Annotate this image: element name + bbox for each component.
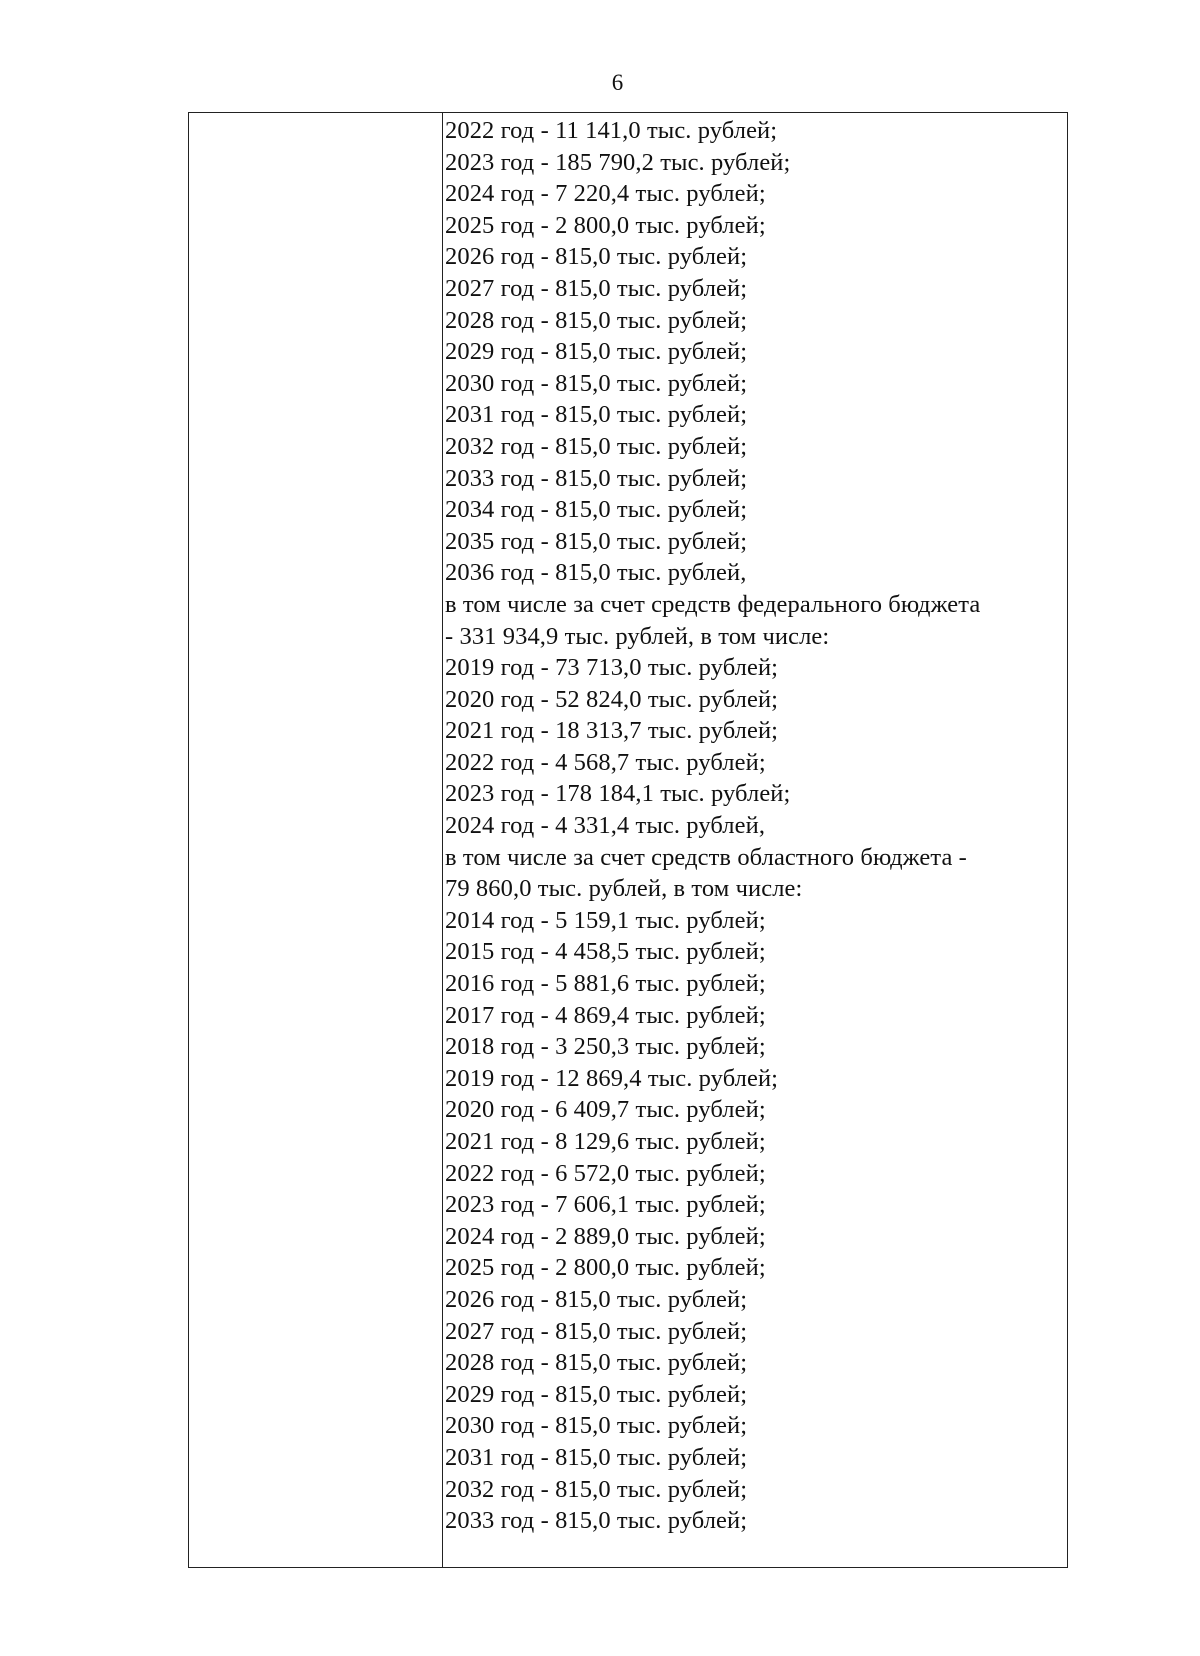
funding-table [188,112,1068,1568]
page-number: 6 [611,70,624,95]
funding-line: 2018 год - 3 250,3 тыс. рублей; [445,1033,766,1061]
funding-line: 2026 год - 815,0 тыс. рублей; [445,1285,748,1313]
funding-line: 2024 год - 4 331,4 тыс. рублей, [445,812,766,840]
funding-line: - 331 934,9 тыс. рублей, в том числе: [445,622,830,650]
funding-line: 2023 год - 7 606,1 тыс. рублей; [445,1191,766,1219]
funding-line: 2023 год - 185 790,2 тыс. рублей; [445,148,791,176]
funding-line: 2023 год - 178 184,1 тыс. рублей; [445,780,791,808]
funding-line: 2029 год - 815,0 тыс. рублей; [445,338,748,366]
funding-line: 2032 год - 815,0 тыс. рублей; [445,1475,748,1503]
funding-line: 2035 год - 815,0 тыс. рублей; [445,527,748,555]
funding-line: 2014 год - 5 159,1 тыс. рублей; [445,906,766,934]
funding-line: 2021 год - 8 129,6 тыс. рублей; [445,1128,766,1155]
funding-line: 2020 год - 52 824,0 тыс. рублей; [445,685,779,713]
funding-line: 2027 год - 815,0 тыс. рублей; [445,1317,748,1345]
funding-line: 2031 год - 815,0 тыс. рублей; [445,1443,748,1471]
funding-line: 2036 год - 815,0 тыс. рублей, [445,559,747,587]
funding-line: 2020 год - 6 409,7 тыс. рублей; [445,1096,766,1124]
funding-line: 2029 год - 815,0 тыс. рублей; [445,1380,748,1408]
funding-line: 2021 год - 18 313,7 тыс. рублей; [445,717,779,745]
funding-line: 2024 год - 7 220,4 тыс. рублей; [445,180,766,208]
funding-line: 2034 год - 815,0 тыс. рублей; [445,496,748,524]
funding-line: в том числе за счет средств областного бюджета - [445,843,967,871]
funding-line: 2033 год - 815,0 тыс. рублей; [445,464,748,492]
funding-line: 2030 год - 815,0 тыс. рублей; [445,369,748,397]
funding-line: 2022 год - 4 568,7 тыс. рублей; [445,748,766,776]
funding-line: 2031 год - 815,0 тыс. рублей; [445,401,748,429]
funding-line: 2027 год - 815,0 тыс. рублей; [445,274,748,302]
table-left-cell [189,113,443,1567]
table-right-cell [445,115,1067,1567]
funding-line: в том числе за счет средств федерального бюджета [445,590,981,618]
funding-line: 2028 год - 815,0 тыс. рублей; [445,306,748,334]
funding-line: 2032 год - 815,0 тыс. рублей; [445,432,748,460]
funding-line: 2028 год - 815,0 тыс. рублей; [445,1349,748,1377]
funding-line: 2016 год - 5 881,6 тыс. рублей; [445,970,766,998]
funding-line: 2025 год - 2 800,0 тыс. рублей; [445,1254,766,1282]
funding-line: 2024 год - 2 889,0 тыс. рублей; [445,1222,766,1250]
funding-line: 2033 год - 815,0 тыс. рублей; [445,1507,748,1535]
funding-line: 79 860,0 тыс. рублей, в том числе: [445,875,803,903]
funding-line: 2022 год - 6 572,0 тыс. рублей; [445,1159,766,1187]
funding-line: 2030 год - 815,0 тыс. рублей; [445,1412,748,1440]
funding-line: 2025 год - 2 800,0 тыс. рублей; [445,211,766,239]
funding-line: 2015 год - 4 458,5 тыс. рублей; [445,938,766,966]
funding-line: 2017 год - 4 869,4 тыс. рублей; [445,1001,766,1029]
funding-line: 2026 год - 815,0 тыс. рублей; [445,243,748,271]
funding-line: 2019 год - 73 713,0 тыс. рублей; [445,654,779,682]
funding-line: 2022 год - 11 141,0 тыс. рублей; [445,117,778,144]
funding-line: 2019 год - 12 869,4 тыс. рублей; [445,1064,779,1092]
